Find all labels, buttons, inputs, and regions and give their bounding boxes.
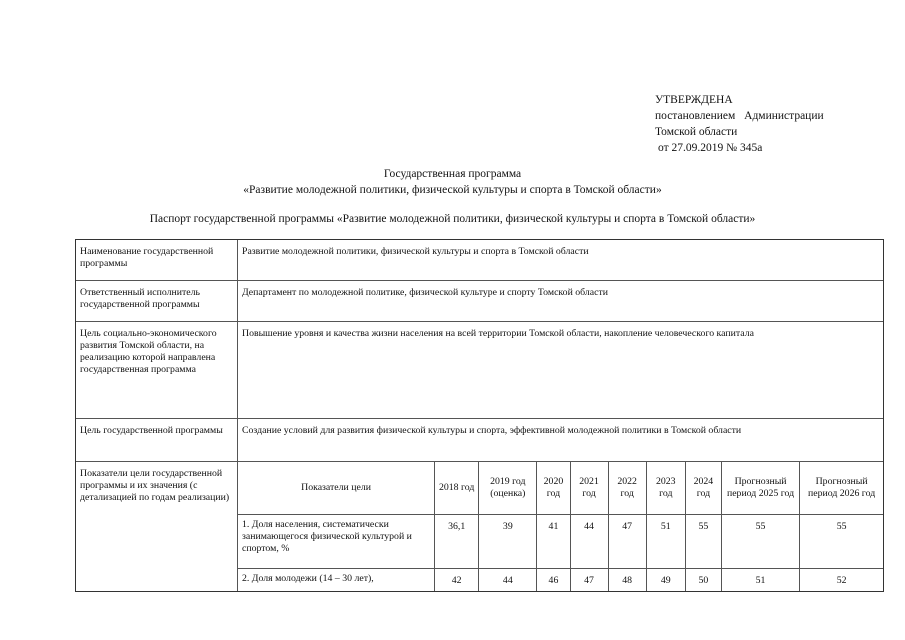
header-forecast: Прогнозный период 2026 год <box>800 462 883 514</box>
table-row <box>76 419 883 462</box>
table-row <box>76 322 883 419</box>
header-year: 2020 год <box>537 462 570 514</box>
indicator-name: 2. Доля молодежи (14 – 30 лет), <box>238 568 435 592</box>
table-row <box>238 568 883 592</box>
header-indicator: Показатели цели <box>238 462 435 514</box>
header-year: 2024 год <box>685 462 721 514</box>
approval-stamp <box>655 92 824 156</box>
program-title <box>0 166 905 198</box>
approval-decree: постановлением Администрации <box>655 110 824 122</box>
approval-region: Томской области <box>655 126 738 138</box>
row-value: Создание условий для развития физической культуры и спорта, эффективной молодежной политики в Томской области <box>242 425 742 436</box>
header-year: 2019 год (оценка) <box>479 462 537 514</box>
approval-title: УТВЕРЖДЕНА <box>655 94 733 106</box>
indicator-value: 44 <box>479 568 537 592</box>
indicator-value: 44 <box>570 514 608 568</box>
row-value: Развитие молодежной политики, физической культуры и спорта в Томской области <box>242 246 589 257</box>
indicator-value: 41 <box>537 514 570 568</box>
header-year: 2018 год <box>435 462 479 514</box>
indicator-value: 55 <box>685 514 721 568</box>
table-row <box>238 514 883 568</box>
header-year: 2021 год <box>570 462 608 514</box>
indicator-value: 42 <box>435 568 479 592</box>
indicator-value: 39 <box>479 514 537 568</box>
indicator-value: 52 <box>800 568 883 592</box>
indicator-value: 50 <box>685 568 721 592</box>
indicator-value: 49 <box>646 568 685 592</box>
indicator-value: 51 <box>646 514 685 568</box>
program-title-line1: Государственная программа <box>383 168 522 180</box>
row-label: Наименование государственной программы <box>76 240 238 280</box>
header-forecast: Прогнозный период 2025 год <box>721 462 799 514</box>
indicator-value: 46 <box>537 568 570 592</box>
indicator-value: 55 <box>721 514 799 568</box>
indicators-header-row <box>238 462 883 514</box>
indicator-value: 47 <box>608 514 646 568</box>
header-year: 2022 год <box>608 462 646 514</box>
row-label: Цель государственной программы <box>76 419 238 461</box>
indicator-name: 1. Доля населения, систематически занимающегося физической культурой и спортом, % <box>238 514 435 568</box>
indicator-value: 51 <box>721 568 799 592</box>
table-row <box>76 281 883 322</box>
passport-table <box>75 239 884 592</box>
row-value: Департамент по молодежной политике, физической культуре и спорту Томской области <box>242 287 609 298</box>
indicator-value: 55 <box>800 514 883 568</box>
indicators-table <box>238 462 883 592</box>
passport-title: Паспорт государственной программы «Развитие молодежной политики, физической культуры и спорта в Томской области» <box>149 213 756 225</box>
row-value: Повышение уровня и качества жизни населения на всей территории Томской области, накопление человеческого капитала <box>242 328 754 339</box>
indicators-row <box>76 462 883 592</box>
row-label: Цель социально-экономического развития Томской области, на реализацию которой направлена государственная программа <box>76 322 238 418</box>
row-label: Ответственный исполнитель государственной программы <box>76 281 238 321</box>
indicators-label: Показатели цели государственной программы и их значения (с детализацией по годам реализации) <box>76 462 238 592</box>
indicator-value: 47 <box>570 568 608 592</box>
approval-date: от 27.09.2019 № 345а <box>658 142 763 154</box>
indicators-cell <box>238 462 883 592</box>
indicator-value: 36,1 <box>435 514 479 568</box>
header-year: 2023 год <box>646 462 685 514</box>
indicator-value: 48 <box>608 568 646 592</box>
table-row <box>76 240 883 281</box>
program-title-line2: «Развитие молодежной политики, физической культуры и спорта в Томской области» <box>243 184 662 196</box>
